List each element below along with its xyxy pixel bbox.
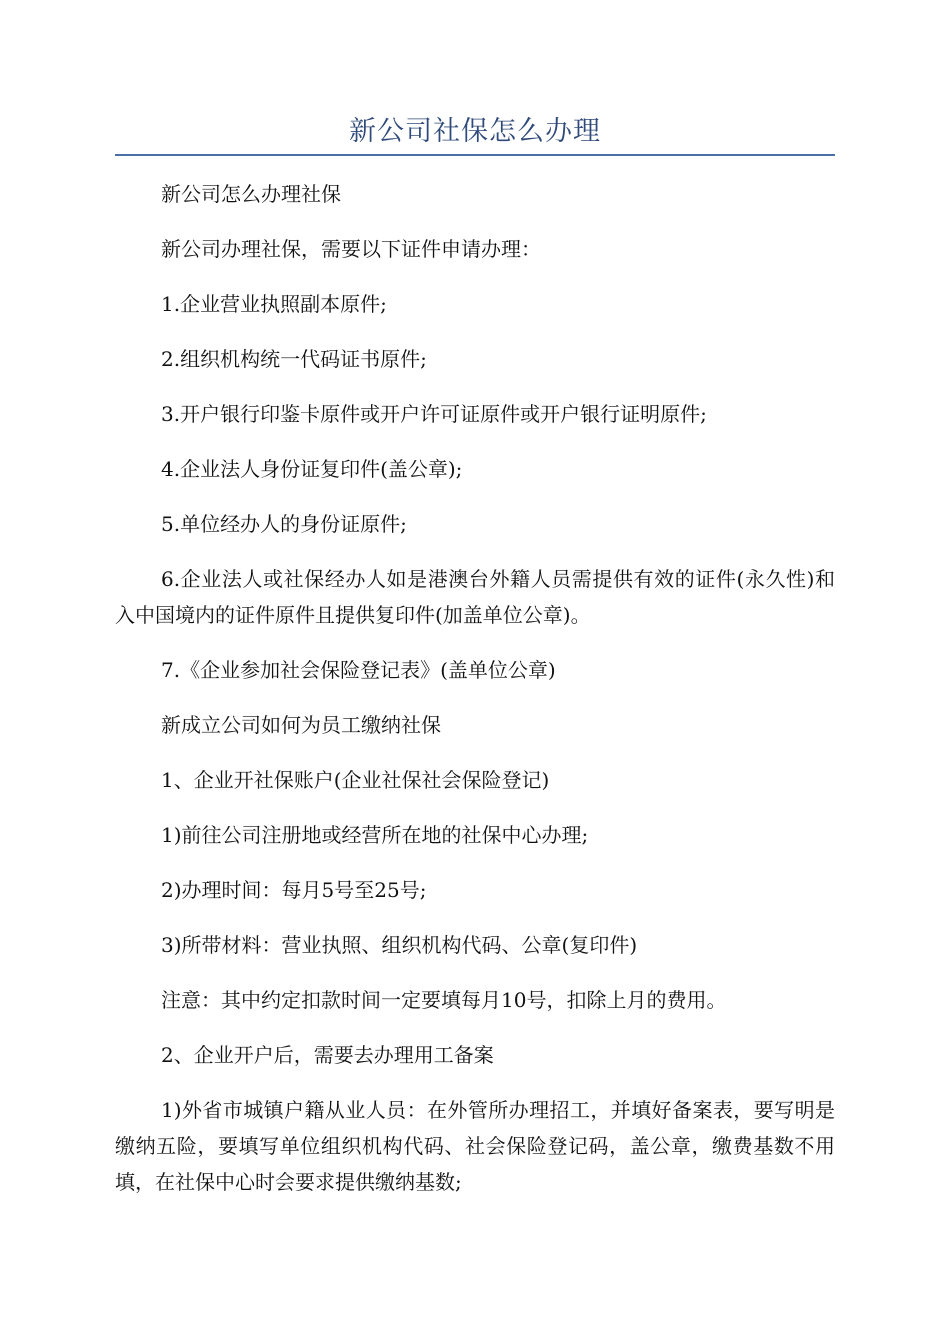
paragraph: 2)办理时间：每月5号至25号; [161, 878, 427, 902]
paragraph: 7.《企业参加社会保险登记表》(盖单位公章) [161, 658, 556, 682]
paragraph: 1、企业开社保账户(企业社保社会保险登记) [161, 768, 550, 792]
paragraph: 2.组织机构统一代码证书原件; [161, 347, 427, 371]
paragraph: 新公司怎么办理社保 [161, 182, 341, 206]
title-underline [115, 154, 835, 156]
paragraph: 1)前往公司注册地或经营所在地的社保中心办理; [161, 823, 589, 847]
paragraph: 1.企业营业执照副本原件; [161, 292, 387, 316]
document-body [115, 176, 835, 1219]
paragraph: 2、企业开户后，需要去办理用工备案 [161, 1043, 494, 1067]
paragraph: 6.企业法人或社保经办人如是港澳台外籍人员需提供有效的证件(永久性)和入中国境内的证件原件且提供复印件(加盖单位公章)。 [115, 567, 835, 627]
paragraph: 注意：其中约定扣款时间一定要填每月10号，扣除上月的费用。 [161, 988, 727, 1012]
paragraph: 新成立公司如何为员工缴纳社保 [161, 713, 441, 737]
paragraph: 1)外省市城镇户籍从业人员：在外管所办理招工，并填好备案表，要写明是缴纳五险，要填写单位组织机构代码、社会保险登记码，盖公章，缴费基数不用填，在社保中心时会要求提供缴纳基数; [115, 1098, 835, 1194]
paragraph: 5.单位经办人的身份证原件; [161, 512, 407, 536]
paragraph: 3.开户银行印鉴卡原件或开户许可证原件或开户银行证明原件; [161, 402, 707, 426]
paragraph: 4.企业法人身份证复印件(盖公章); [161, 457, 463, 481]
paragraph: 新公司办理社保，需要以下证件申请办理： [161, 237, 541, 261]
paragraph: 3)所带材料：营业执照、组织机构代码、公章(复印件) [161, 933, 638, 957]
document-title: 新公司社保怎么办理 [349, 116, 601, 147]
